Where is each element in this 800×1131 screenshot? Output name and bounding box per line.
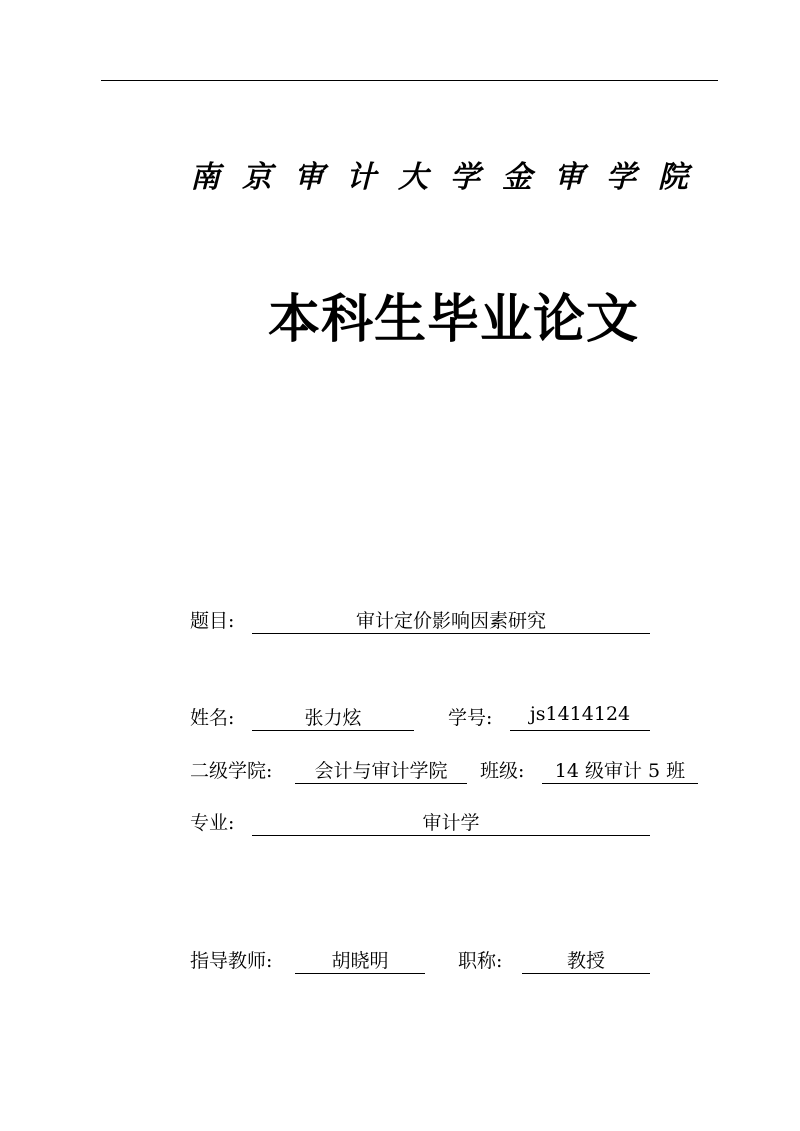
college-row (190, 756, 700, 786)
name-row (190, 703, 660, 733)
major-row (190, 808, 660, 838)
topic-row (190, 606, 660, 636)
major-label: 专业: (190, 812, 235, 834)
header-rule (101, 80, 718, 81)
topic-value: 审计定价影响因素研究 (252, 606, 650, 634)
document-title: 本科生毕业论文 (268, 289, 640, 350)
student-id-value: js1414124 (510, 703, 650, 731)
class-label: 班级: (480, 760, 525, 782)
major-value: 审计学 (252, 808, 650, 836)
topic-label: 题目: (190, 610, 235, 632)
name-label: 姓名: (190, 707, 235, 729)
rank-label: 职称: (458, 950, 503, 972)
advisor-row (190, 946, 660, 976)
university-name: 南京审计大学金审学院 (190, 160, 710, 195)
rank-value: 教授 (522, 946, 650, 974)
name-value: 张力炫 (252, 703, 414, 731)
student-id-label: 学号: (448, 707, 493, 729)
advisor-value: 胡晓明 (295, 946, 425, 974)
advisor-label: 指导教师: (190, 950, 273, 972)
class-value: 14 级审计 5 班 (542, 756, 698, 784)
college-label: 二级学院: (190, 760, 273, 782)
college-value: 会计与审计学院 (295, 756, 467, 784)
